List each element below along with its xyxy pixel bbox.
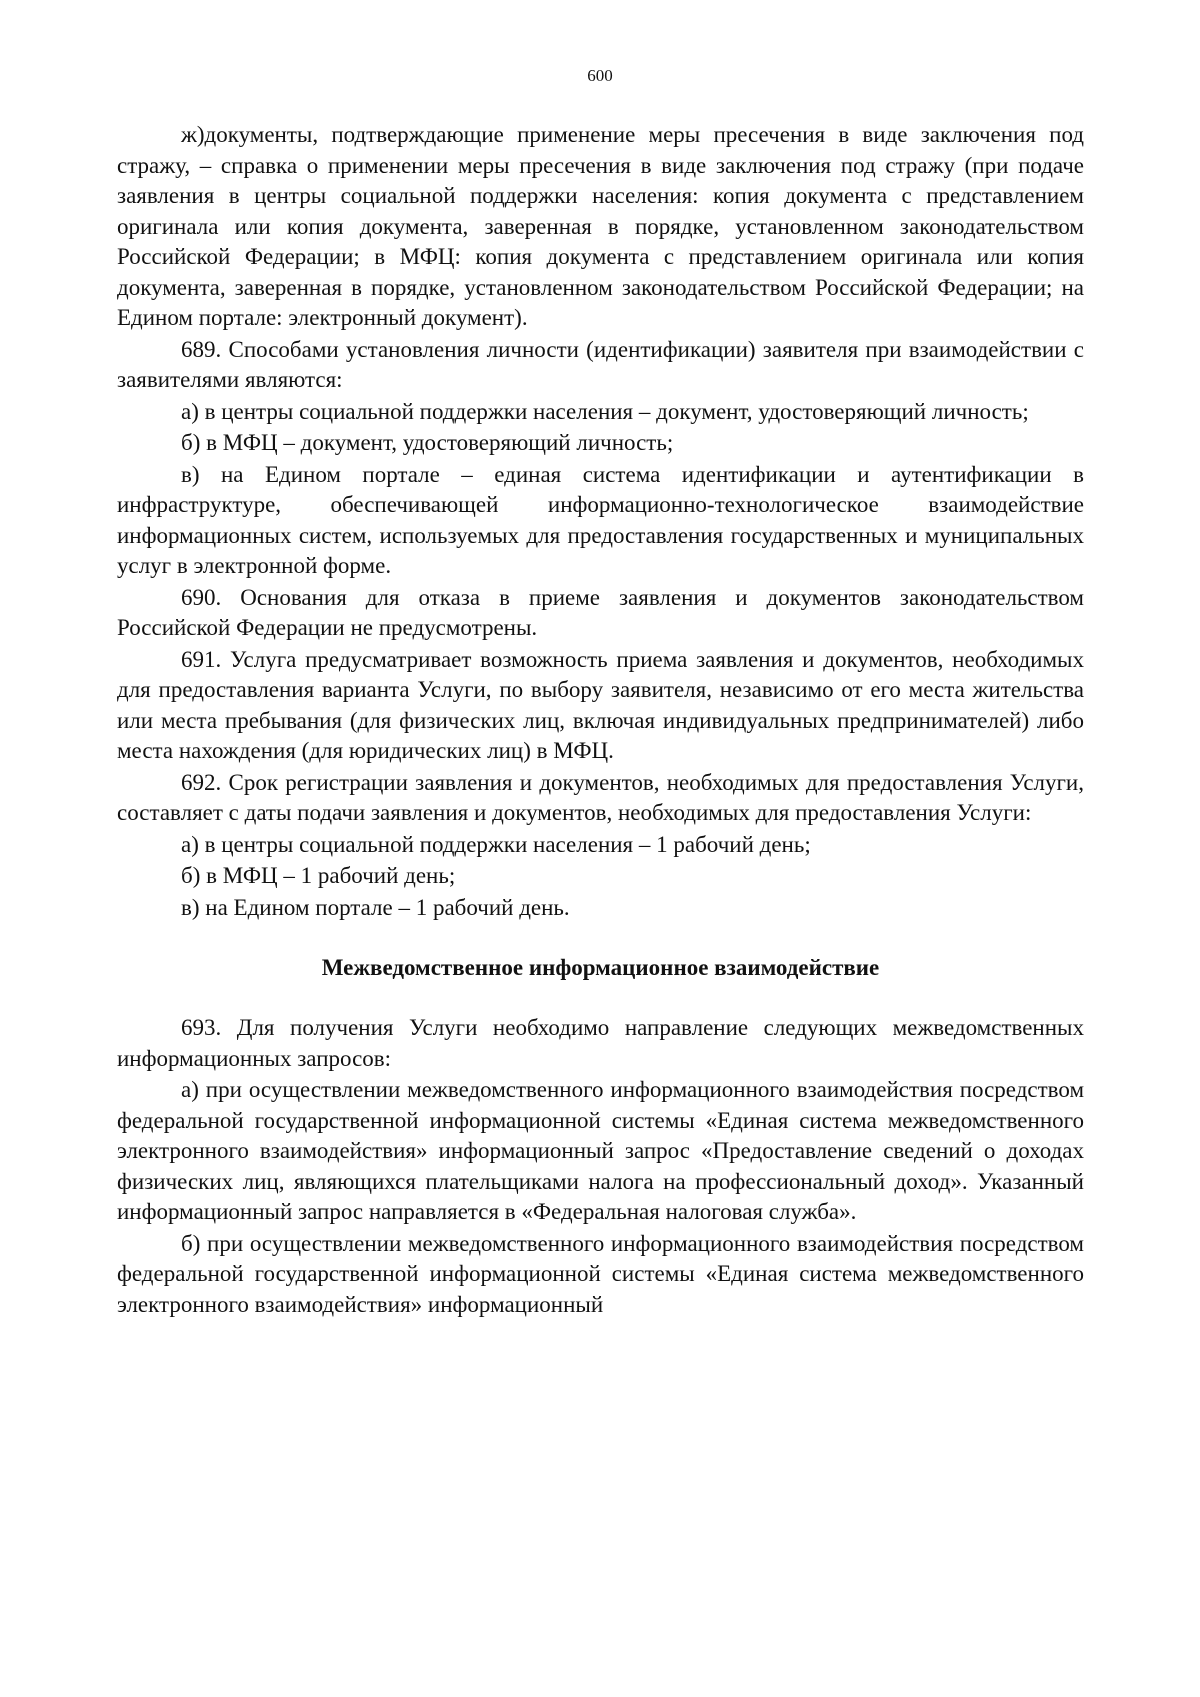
list-item-689-a: а) в центры социальной поддержки населения – документ, удостоверяющий личность; <box>181 398 1029 424</box>
paragraph-item-zh: ж)документы, подтверждающие применение меры пресечения в виде заключения под стражу, – справка о применении меры пресечения в виде заключения под стражу (при подаче заявления в центры социальной поддержки населения: копия документа с представлением оригинала или копия документа, заверенная в порядке, установленном законодательством Российской Федерации; в МФЦ: копия документа с представлением оригинала или копия документа, заверенная в порядке, установленном законодательством Российской Федерации; на Едином портале: электронный документ). <box>117 122 1084 330</box>
list-item-693-b: б) при осуществлении межведомственного информационного взаимодействия посредством федеральной государственной информационной системы «Единая система межведомственного электронного взаимодействия» информационный <box>117 1230 1084 1317</box>
list-item-692-v: в) на Едином портале – 1 рабочий день. <box>181 894 570 920</box>
list-item-689-v: в) на Едином портале – единая система идентификации и аутентификации в инфраструктуре, обеспечивающей информационно-технологическое взаимодействие информационных систем, используемых для предоставления государственных и муниципальных услуг в электронной форме. <box>117 461 1084 578</box>
list-item-693-a: а) при осуществлении межведомственного информационного взаимодействия посредством федеральной государственной информационной системы «Единая система межведомственного электронного взаимодействия» информационный запрос «Предоставление сведений о доходах физических лиц, являющихся плательщиками налога на профессиональный доход». Указанный информационный запрос направляется в «Федеральная налоговая служба». <box>117 1077 1084 1224</box>
list-item-692-b: б) в МФЦ – 1 рабочий день; <box>181 863 456 888</box>
list-item-689-b: б) в МФЦ – документ, удостоверяющий личность; <box>181 430 674 455</box>
document-body <box>117 120 1084 1320</box>
paragraph-692: 692. Срок регистрации заявления и документов, необходимых для предоставления Услуги, составляет с даты подачи заявления и документов, необходимых для предоставления Услуги: <box>117 769 1084 825</box>
page-number: 600 <box>587 66 613 85</box>
section-heading: Межведомственное информационное взаимодействие <box>321 955 880 980</box>
list-item-692-a: а) в центры социальной поддержки населения – 1 рабочий день; <box>181 831 811 857</box>
paragraph-689: 689. Способами установления личности (идентификации) заявителя при взаимодействии с заявителями являются: <box>117 336 1084 392</box>
paragraph-693: 693. Для получения Услуги необходимо направление следующих межведомственных информационных запросов: <box>117 1015 1084 1071</box>
paragraph-691: 691. Услуга предусматривает возможность приема заявления и документов, необходимых для предоставления варианта Услуги, по выбору заявителя, независимо от его места жительства или места пребывания (для физических лиц, включая индивидуальных предпринимателей) либо места нахождения (для юридических лиц) в МФЦ. <box>117 646 1084 763</box>
paragraph-690: 690. Основания для отказа в приеме заявления и документов законодательством Российской Федерации не предусмотрены. <box>117 584 1084 640</box>
